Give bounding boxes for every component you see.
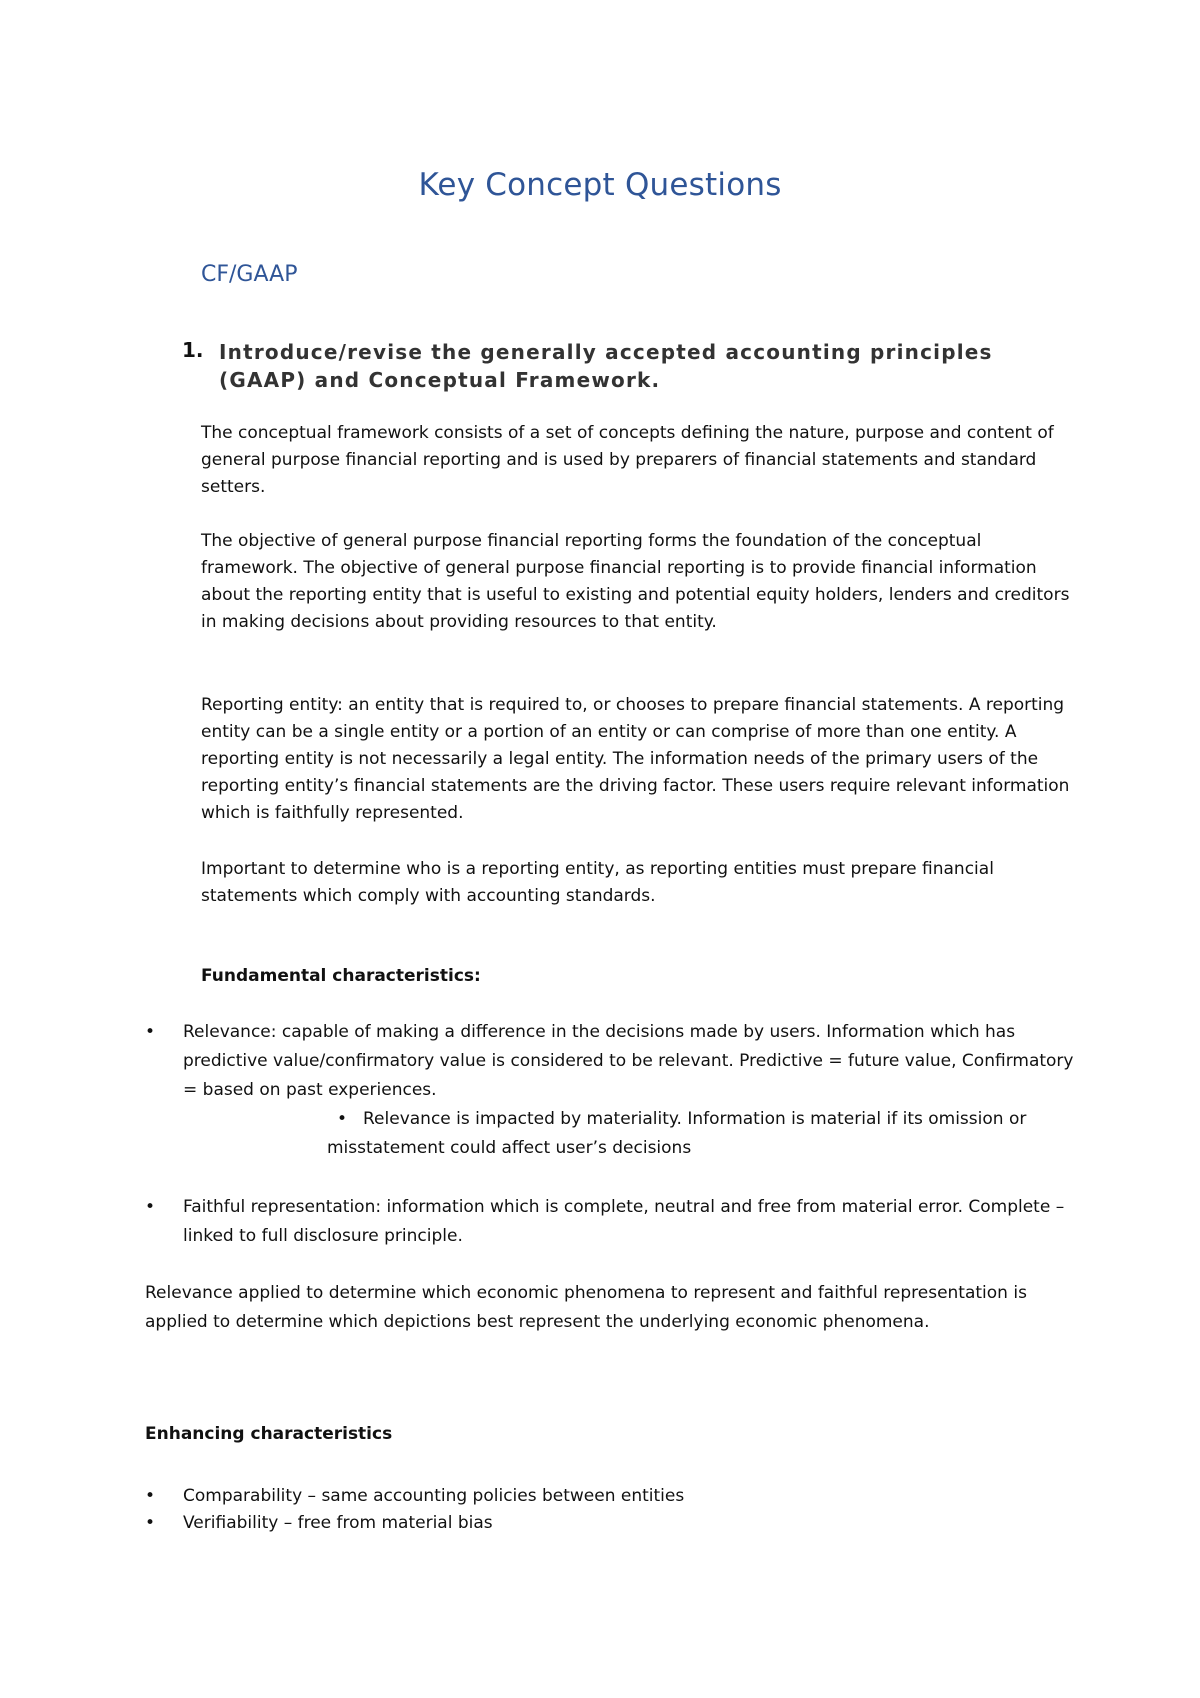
list-item	[145, 1509, 1075, 1538]
enhancing-item-text: Verifiability – free from material bias	[183, 1513, 493, 1533]
list-item	[145, 1482, 1075, 1511]
document-title: Key Concept Questions	[418, 167, 782, 203]
paragraph-objective: The objective of general purpose financial reporting forms the foundation of the conceptual framework. The objective of general purpose financial reporting is to provide financial information about the reporting entity that is useful to existing and potential equity holders, lenders and creditors in making decisions about providing resources to that entity.	[201, 531, 1070, 632]
sub-bullet-materiality-text: Relevance is impacted by materiality. Information is material if its omission or misstatement could affect user’s decisions	[327, 1109, 1027, 1158]
enhancing-item-text: Comparability – same accounting policies between entities	[183, 1486, 685, 1506]
fundamental-heading: Fundamental characteristics:	[201, 966, 481, 986]
section-heading: CF/GAAP	[201, 262, 298, 287]
bullet-relevance-text: Relevance: capable of making a difference in the decisions made by users. Information which has predictive value/confirmatory value is considered to be relevant. Predictive = future value, Confirmatory = based on past experiences.	[183, 1022, 1074, 1100]
bullet-relevance	[145, 1018, 1075, 1105]
paragraph-reporting-entity: Reporting entity: an entity that is required to, or chooses to prepare financial statements. A reporting entity can be a single entity or a portion of an entity or can comprise of more than one entity. A reporting entity is not necessarily a legal entity. The information needs of the primary users of the reporting entity’s financial statements are the driving factor. These users require relevant information which is faithfully represented.	[201, 695, 1070, 823]
bullet-icon: •	[145, 1022, 156, 1042]
bullet-icon: •	[145, 1197, 156, 1217]
question-text: Introduce/revise the generally accepted accounting principles (GAAP) and Conceptual Framework.	[219, 340, 993, 392]
bullet-faithful-representation	[145, 1193, 1075, 1251]
paragraph-relevance-note: Relevance applied to determine which economic phenomena to represent and faithful representation is applied to determine which depictions best represent the underlying economic phenomena.	[145, 1283, 1027, 1332]
sub-bullet-materiality	[327, 1105, 1047, 1163]
bullet-icon: •	[145, 1486, 156, 1506]
bullet-icon: •	[337, 1109, 348, 1129]
bullet-faithful-text: Faithful representation: information which is complete, neutral and free from material error. Complete – linked to full disclosure principle.	[183, 1197, 1065, 1246]
question-number: 1.	[182, 338, 204, 362]
bullet-icon: •	[145, 1513, 156, 1533]
enhancing-heading: Enhancing characteristics	[145, 1424, 393, 1444]
paragraph-importance: Important to determine who is a reporting entity, as reporting entities must prepare financial statements which comply with accounting standards.	[201, 859, 994, 906]
paragraph-conceptual-framework: The conceptual framework consists of a set of concepts defining the nature, purpose and content of general purpose financial reporting and is used by preparers of financial statements and standard setters.	[201, 423, 1054, 497]
